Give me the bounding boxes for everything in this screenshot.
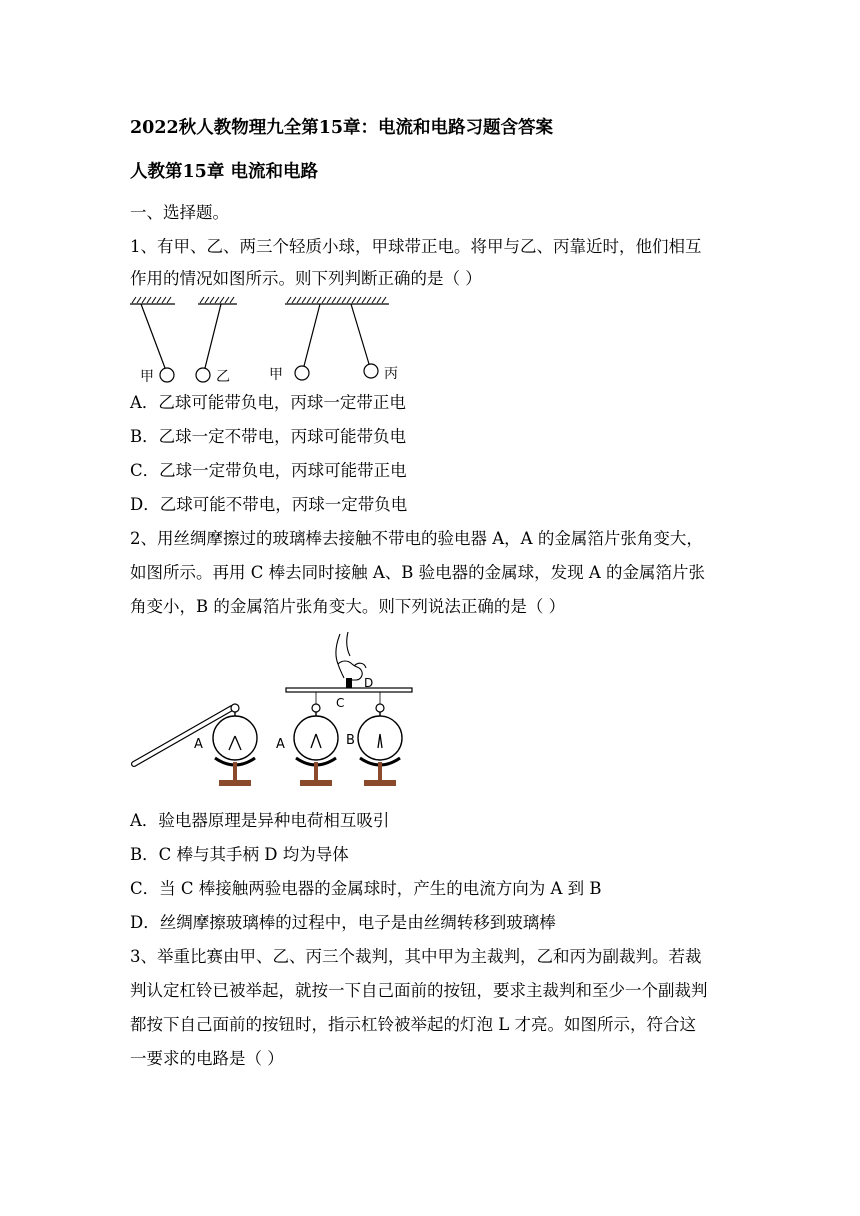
q2-option-c: C．当 C 棒接触两验电器的金属球时，产生的电流方向为 A 到 B bbox=[130, 879, 602, 898]
q3-stem-line1: 3、举重比赛由甲、乙、丙三个裁判，其中甲为主裁判，乙和丙为副裁判。若裁 bbox=[130, 947, 702, 966]
section-heading: 一、选择题。 bbox=[130, 203, 229, 222]
label-d: D bbox=[364, 676, 374, 690]
electroscope-b bbox=[358, 704, 402, 786]
q2-option-d: D．丝绸摩擦玻璃棒的过程中，电子是由丝绸转移到玻璃棒 bbox=[130, 913, 556, 932]
q3-stem-line4: 一要求的电路是（ ） bbox=[130, 1049, 284, 1068]
q1-stem-line1: 1、有甲、乙、两三个轻质小球，甲球带正电。将甲与乙、丙靠近时，他们相互 bbox=[130, 237, 702, 256]
label-jia-1: 甲 bbox=[140, 369, 154, 385]
q2-figure-electroscopes bbox=[128, 630, 418, 796]
q1-stem-line2: 作用的情况如图所示。则下列判断正确的是（ ） bbox=[130, 269, 482, 288]
q1-option-d: D．乙球可能不带电，丙球一定带负电 bbox=[130, 495, 408, 514]
label-jia-2: 甲 bbox=[269, 367, 283, 383]
label-c: C bbox=[336, 696, 345, 710]
ball-jia-1 bbox=[160, 368, 174, 382]
support-hatching bbox=[132, 297, 386, 303]
ball-bing bbox=[364, 364, 378, 378]
label-a-right: A bbox=[276, 737, 285, 752]
q3-stem-line2: 判认定杠铃已被举起，就按一下自己面前的按钮，要求主裁判和至少一个副裁判 bbox=[130, 981, 708, 1000]
q1-option-b: B．乙球一定不带电，丙球可能带负电 bbox=[130, 427, 407, 446]
q2-stem-line2: 如图所示。再用 C 棒去同时接触 A、B 验电器的金属球，发现 A 的金属箔片张 bbox=[130, 563, 706, 582]
q1-figure-pendulums bbox=[125, 294, 415, 386]
label-a-left: A bbox=[194, 737, 203, 752]
q1-option-a: A．乙球可能带负电，丙球一定带正电 bbox=[130, 393, 406, 412]
label-bing: 丙 bbox=[384, 366, 398, 382]
q1-option-c: C．乙球一定带负电，丙球可能带正电 bbox=[130, 461, 407, 480]
label-b: B bbox=[346, 733, 355, 748]
electroscope-a-right bbox=[294, 704, 338, 786]
q2-stem-line1: 2、用丝绸摩擦过的玻璃棒去接触不带电的验电器 A，A 的金属箔片张角变大， bbox=[130, 529, 703, 548]
label-yi: 乙 bbox=[216, 369, 230, 385]
ball-yi bbox=[196, 368, 210, 382]
handle-d bbox=[346, 678, 352, 688]
q2-option-a: A．验电器原理是异种电荷相互吸引 bbox=[130, 811, 390, 830]
q2-stem-line3: 角变小，B 的金属箔片张角变大。则下列说法正确的是（ ） bbox=[130, 597, 566, 616]
document-title: 2022秋人教物理九全第15章：电流和电路习题含答案 bbox=[130, 118, 554, 138]
chapter-title: 人教第15章 电流和电路 bbox=[130, 162, 318, 182]
hand-icon bbox=[336, 632, 366, 680]
q3-stem-line3: 都按下自己面前的按钮时，指示杠铃被举起的灯泡 L 才亮。如图所示，符合这 bbox=[130, 1015, 696, 1034]
c-rod bbox=[286, 688, 412, 692]
q2-option-b: B．C 棒与其手柄 D 均为导体 bbox=[130, 845, 349, 864]
ball-jia-2 bbox=[295, 366, 309, 380]
